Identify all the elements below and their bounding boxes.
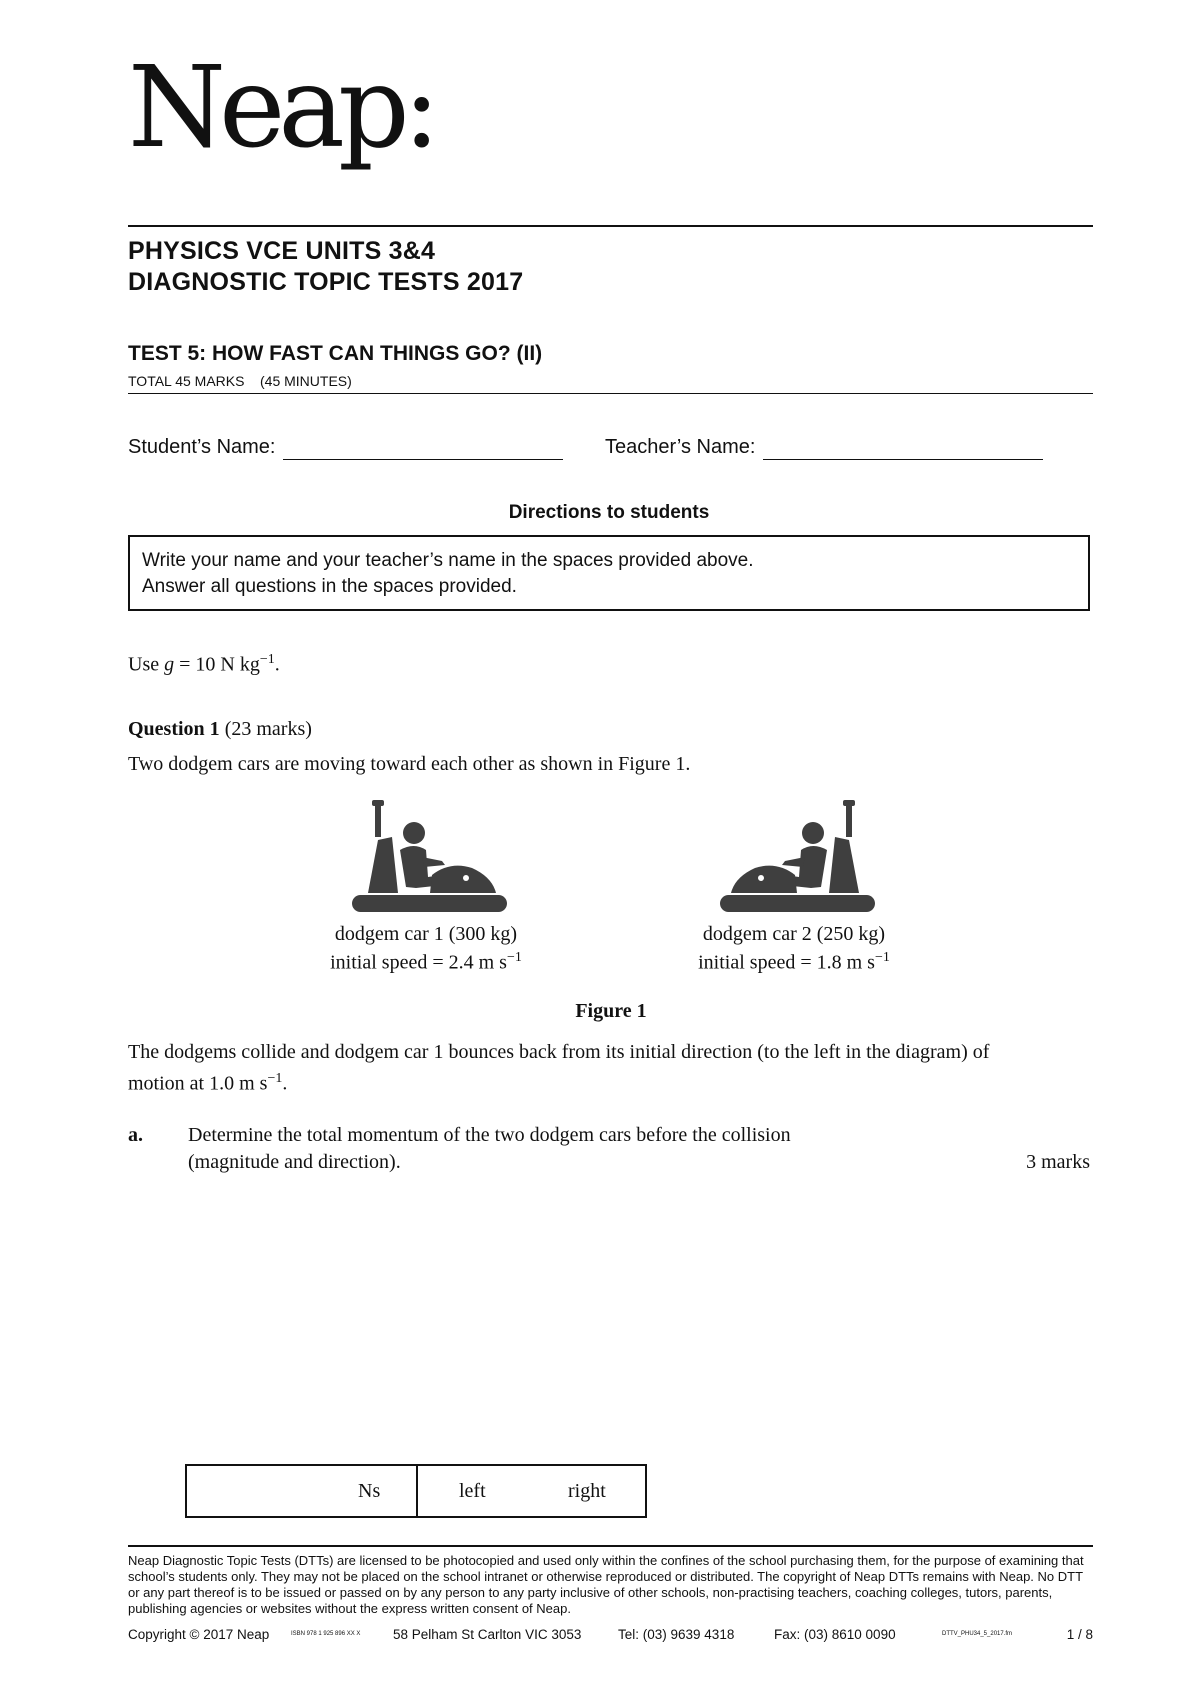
neap-logo: Neap: — [128, 43, 434, 173]
constant-suffix: . — [274, 653, 280, 676]
car-2-caption-speed — [664, 950, 924, 975]
question-1-heading — [128, 718, 312, 741]
footer-address: 58 Pelham St Carlton VIC 3053 — [393, 1627, 582, 1642]
constant-symbol: g — [164, 653, 175, 676]
part-a-letter: a. — [128, 1124, 143, 1146]
directions-box — [128, 535, 1090, 611]
test-title: TEST 5: HOW FAST CAN THINGS GO? (II) — [128, 342, 543, 365]
car-2-caption-name: dodgem car 2 (250 kg) — [702, 923, 886, 945]
student-name-line[interactable] — [283, 459, 563, 460]
footer-fax: Fax: (03) 8610 0090 — [774, 1627, 896, 1642]
teacher-name-label: Teacher’s Name: — [605, 436, 756, 458]
footer-notice: Neap Diagnostic Topic Tests (DTTs) are licensed to be photocopied and used only within the confines of the school purchasing them, for the purpose of examining that school’s students only. They may not be placed on the school intranet or otherwise reproduced or distributed. The copyright of Neap DTTs remains with Neap. No DTT or any part thereof is to be issued or passed on by any person to any party inclusive of other schools, non-practising teachers, coaching colleges, tutors, parents, publishing agencies or websites without the express written consent of Neap. — [128, 1553, 1084, 1616]
constant-exponent: −1 — [259, 652, 275, 667]
dodgem-car-2-icon — [717, 795, 877, 920]
student-name-label: Student’s Name: — [128, 436, 276, 458]
collision-speed-exponent: −1 — [267, 1071, 283, 1086]
collision-text-end: . — [282, 1072, 288, 1095]
directions-heading: Directions to students — [508, 502, 710, 523]
dodgem-car-1-icon — [350, 795, 510, 920]
answer-box-divider — [416, 1466, 418, 1516]
footer-page-number: 1 / 8 — [1066, 1627, 1093, 1642]
footer-rule — [128, 1545, 1093, 1547]
car-1-speed-text: initial speed = 2.4 m s — [330, 951, 507, 974]
constant-middle: = 10 N kg — [174, 653, 260, 676]
question-1-intro: Two dodgem cars are moving toward each other as shown in Figure 1. — [128, 753, 691, 775]
collision-text-line-1: The dodgems collide and dodgem car 1 bounces back from its initial direction (to the left in the diagram) of — [128, 1041, 990, 1063]
marks-time: TOTAL 45 MARKS (45 MINUTES) — [128, 373, 352, 389]
answer-option-right[interactable]: right — [568, 1480, 606, 1502]
car-2-speed-text: initial speed = 1.8 m s — [698, 951, 875, 974]
footer-code: DTTV_PHU34_5_2017.fm — [942, 1631, 1013, 1637]
car-2-speed-exponent: −1 — [874, 950, 890, 965]
part-a-line-2: (magnitude and direction). — [188, 1151, 401, 1173]
directions-line-1: Write your name and your teacher’s name in the spaces provided above. — [142, 550, 754, 571]
car-1-caption-name: dodgem car 1 (300 kg) — [334, 923, 518, 945]
car-1-speed-exponent: −1 — [506, 950, 522, 965]
answer-option-left[interactable]: left — [459, 1480, 486, 1502]
figure-1-label: Figure 1 — [575, 1000, 647, 1022]
subject-title: PHYSICS VCE UNITS 3&4 — [128, 237, 436, 265]
car-1-caption-speed — [296, 950, 556, 975]
footer-tel: Tel: (03) 9639 4318 — [618, 1627, 735, 1642]
directions-line-2: Answer all questions in the spaces provided. — [142, 576, 517, 597]
footer-isbn: ISBN 978 1 925 896 XX X — [291, 1631, 361, 1637]
teacher-name-line[interactable] — [763, 459, 1043, 460]
answer-box[interactable] — [185, 1464, 647, 1518]
part-a-line-1: Determine the total momentum of the two dodgem cars before the collision — [188, 1124, 791, 1146]
question-1-label: Question 1 — [128, 718, 220, 740]
collision-text-line-2 — [128, 1071, 287, 1096]
answer-unit: Ns — [358, 1480, 381, 1502]
footer-copyright: Copyright © 2017 Neap — [128, 1627, 270, 1642]
series-title: DIAGNOSTIC TOPIC TESTS 2017 — [128, 268, 524, 296]
collision-speed-text: motion at 1.0 m s — [128, 1072, 268, 1095]
question-1-marks: (23 marks) — [224, 718, 312, 740]
constant-prefix: Use — [128, 653, 165, 676]
part-a-marks: 3 marks — [1026, 1151, 1090, 1173]
header-bottom-rule — [128, 393, 1093, 394]
header-top-rule — [128, 225, 1093, 227]
gravity-constant — [128, 652, 280, 677]
